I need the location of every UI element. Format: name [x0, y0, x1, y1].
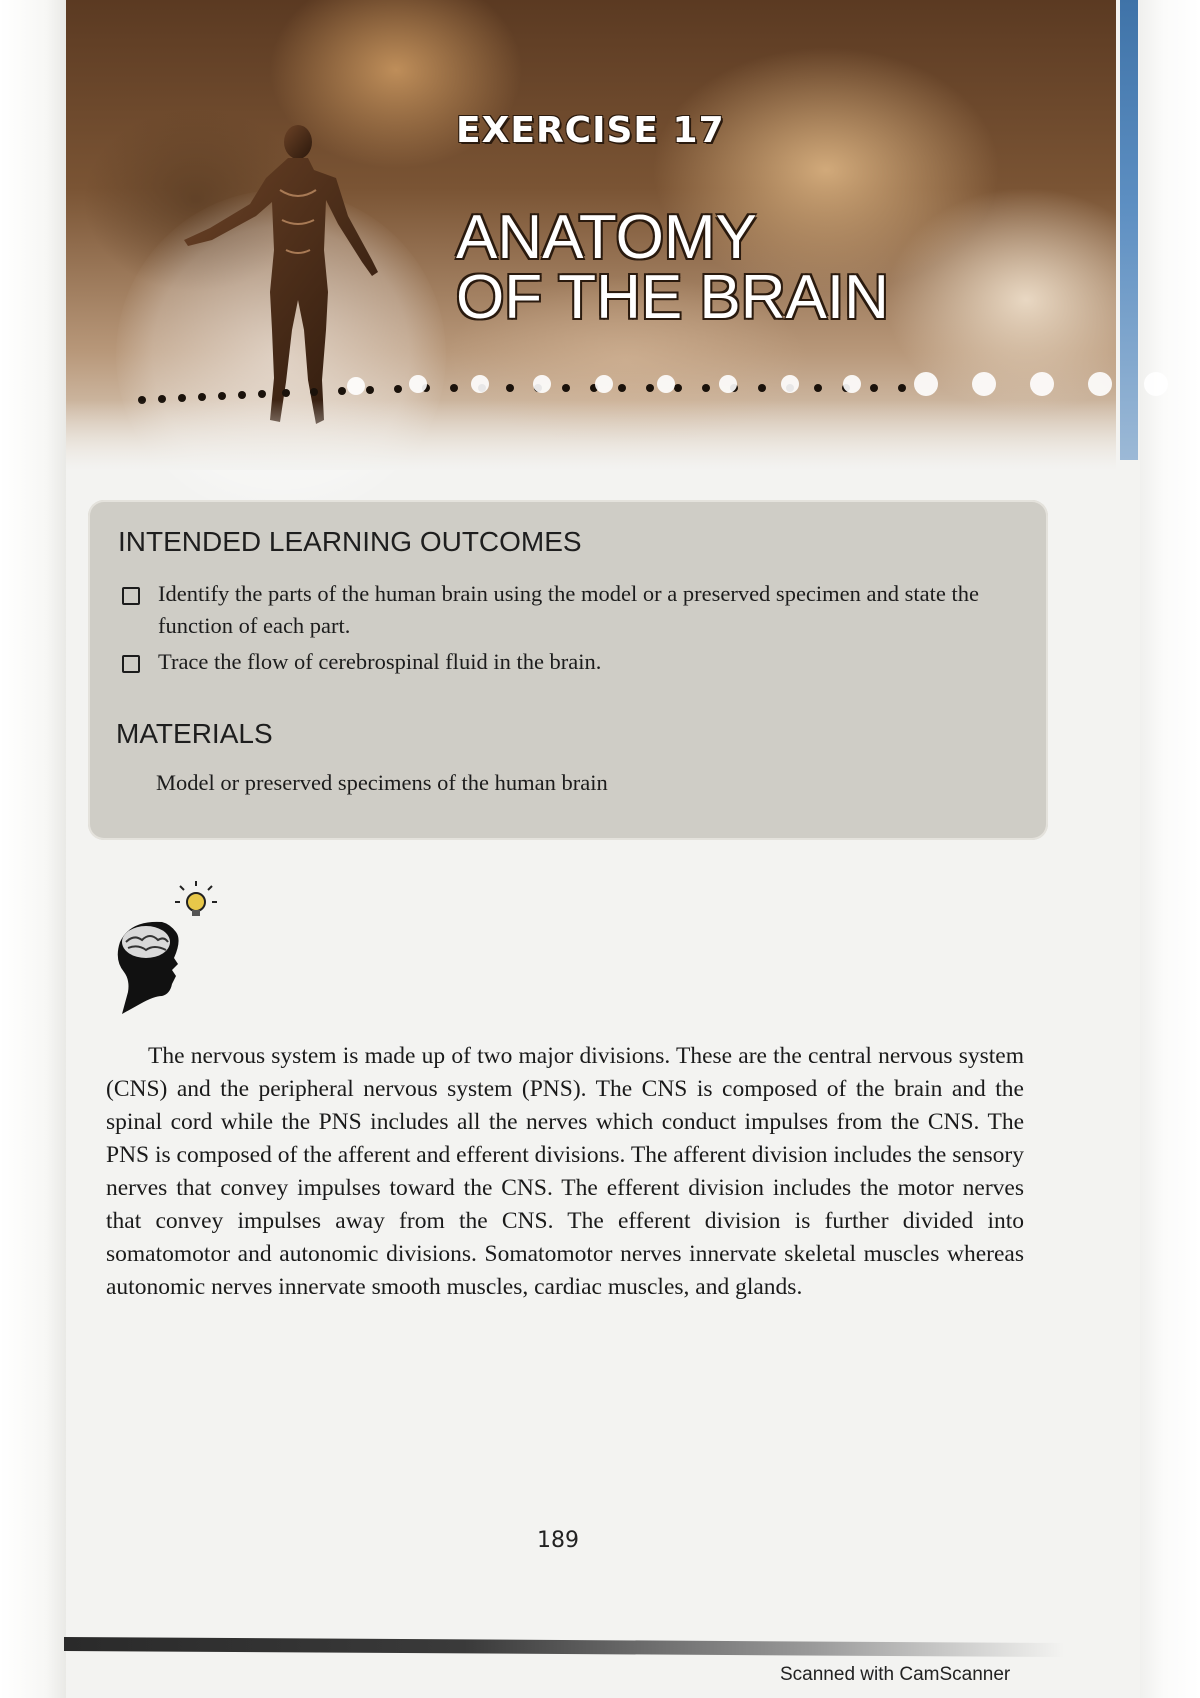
- materials-text: Model or preserved specimens of the human brain: [156, 770, 608, 795]
- outcome-item: [158, 646, 998, 678]
- page-title-line-1: ANATOMY: [456, 203, 757, 272]
- page-title-line-2: OF THE BRAIN: [456, 263, 889, 332]
- checkbox-bullet-icon: [122, 655, 140, 673]
- page-edge-left: [0, 0, 66, 1698]
- exercise-label: EXERCISE 17: [456, 110, 725, 151]
- materials-heading: MATERIALS: [116, 718, 273, 749]
- bottom-rule: [64, 1637, 1064, 1657]
- body-paragraph: The nervous system is made up of two major divisions. These are the central nervous system (CNS) and the peripheral nervous system (PNS). The CNS is composed of the brain and the spinal cord while the PNS includes all the nerves which conduct impulses from the CNS. The PNS is composed of the afferent and efferent divisions. The afferent division includes the sensory nerves that convey impulses toward the CNS. The efferent division includes the motor nerves that convey impulses away from the CNS. The efferent division is further divided into somatomotor and autonomic divisions. Somatomotor nerves innervate skeletal muscles whereas autonomic nerves innervate smooth muscles, cardiac muscles, and glands.: [106, 1043, 1024, 1300]
- page-number: 189: [537, 1528, 579, 1553]
- page-edge-right: [1140, 0, 1200, 1698]
- adjacent-page-edge: [1120, 0, 1138, 460]
- outcome-text: Identify the parts of the human brain using the model or a preserved specimen and state the function of each part.: [158, 581, 979, 638]
- thinking-head-lightbulb-icon: [110, 880, 230, 1020]
- outcome-text: Trace the flow of cerebrospinal fluid in the brain.: [158, 649, 602, 674]
- outcome-item: [158, 578, 998, 642]
- intended-learning-outcomes-heading: INTENDED LEARNING OUTCOMES: [118, 526, 582, 557]
- banner-fade: [66, 400, 1116, 470]
- page-title: [456, 203, 889, 332]
- checkbox-bullet-icon: [122, 587, 140, 605]
- header-banner: [66, 0, 1116, 470]
- scanner-watermark: Scanned with CamScanner: [780, 1664, 1011, 1685]
- objectives-box: [88, 500, 1048, 840]
